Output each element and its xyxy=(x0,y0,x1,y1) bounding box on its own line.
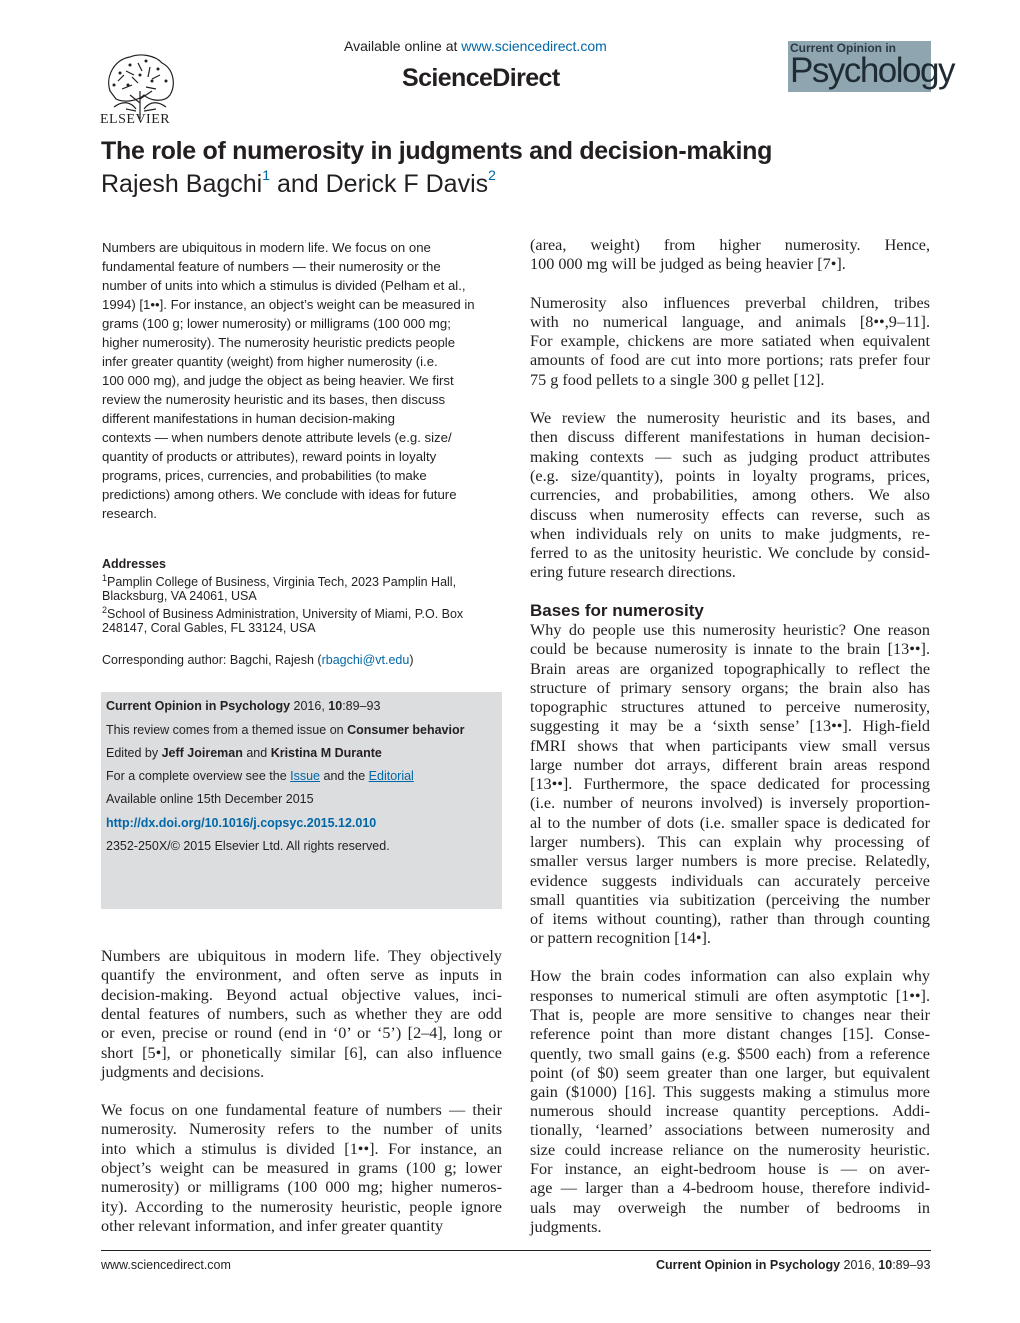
abstract-line: quantity of products or attributes), reward points in loyalty xyxy=(102,449,437,464)
body-text-line: judgments and decisions. xyxy=(101,1063,265,1081)
address-line xyxy=(102,605,463,621)
footer-journal: Current Opinion in Psychology xyxy=(656,1258,841,1272)
body-text-line: dental features of numbers, such as whether they are odd xyxy=(101,1005,502,1023)
abstract-line: higher numerosity). The numerosity heuristic predicts people xyxy=(102,335,456,350)
body-text-line: al to the number of dots (i.e. smaller space is dedicated for xyxy=(530,814,930,832)
body-text-line: point (of $0) seem greater than one larger, but equivalent xyxy=(530,1064,930,1082)
issue-link[interactable]: Issue xyxy=(290,769,321,783)
abstract-line: review the numerosity heuristic and its bases, then discuss xyxy=(102,392,446,407)
available-online xyxy=(344,38,607,54)
body-text-line: (area, weight) from higher numerosity. Hence, xyxy=(530,236,930,254)
corresponding-prefix: Corresponding author: Bagchi, Rajesh ( xyxy=(102,653,322,667)
info-editor-1: Jeff Joireman xyxy=(161,746,243,760)
address-line xyxy=(102,589,257,603)
doi-link[interactable]: http://dx.doi.org/10.1016/j.copsyc.2015.12.010 xyxy=(106,816,377,830)
body-text-line: judgments. xyxy=(530,1218,602,1236)
body-text-line: reference point than more distant changes [15]. Conse- xyxy=(530,1025,930,1043)
body-text-line: (e.g. size/quantity), points in loyalty programs, prices, xyxy=(530,467,930,485)
address-affiliation-number: 1 xyxy=(102,573,108,583)
address-line xyxy=(102,573,456,589)
address-line xyxy=(102,621,316,635)
info-copyright: 2352-250X/© 2015 Elsevier Ltd. All rights reserved. xyxy=(106,839,390,853)
info-journal-name: Current Opinion in Psychology xyxy=(106,699,291,713)
footer-pages: :89–93 xyxy=(892,1258,931,1272)
abstract-line: 1994) [1••]. For instance, an object’s weight can be measured in xyxy=(102,297,475,312)
publisher-name: ELSEVIER xyxy=(100,112,171,127)
body-text-line: or pattern recognition [14•]. xyxy=(530,929,711,947)
body-text-line: Numbers are ubiquitous in modern life. They objectively xyxy=(101,947,502,965)
body-text-line: when individuals rely on units to make judgments, re- xyxy=(530,525,930,543)
address-text: 248147, Coral Gables, FL 33124, USA xyxy=(102,621,316,635)
info-editors xyxy=(106,746,382,760)
body-text-line: numerosity. Numerosity refers to the number of units xyxy=(101,1120,502,1138)
body-text-line: small quantities via subitization (perceiving the number xyxy=(530,891,930,909)
body-text-line: object’s weight can be measured in grams (100 g; lower xyxy=(101,1159,502,1177)
info-journal-citation xyxy=(106,699,380,713)
abstract-line: contexts — when numbers denote attribute levels (e.g. size/ xyxy=(102,430,452,445)
body-text-line: smaller versus larger numbers is more precise. Relatedly, xyxy=(530,852,930,870)
corresponding-email-link[interactable]: rbagchi@vt.edu xyxy=(321,653,410,667)
platform-name: ScienceDirect xyxy=(402,64,560,92)
abstract-line: research. xyxy=(102,506,157,521)
body-text-line: tionally, ‘learned’ associations between numerosity and xyxy=(530,1121,930,1139)
address-text: Pamplin College of Business, Virginia Tech, 2023 Pamplin Hall, xyxy=(107,575,457,590)
body-text-line: of items without counting), rather than through counting xyxy=(530,910,930,928)
addresses-heading: Addresses xyxy=(102,557,166,571)
sciencedirect-link[interactable]: www.sciencedirect.com xyxy=(461,38,607,54)
body-text-line: numerosity) or milligrams (100 000 mg; higher numeros- xyxy=(101,1178,502,1196)
body-text-line: That is, people are more sensitive to changes near their xyxy=(530,1006,930,1024)
body-text-line: discuss when numerosity effects can reverse, such as xyxy=(530,506,930,524)
journal-logo-small-text: Current Opinion in xyxy=(790,41,896,55)
available-prefix: Available online at xyxy=(344,38,462,54)
info-available-online: Available online 15th December 2015 xyxy=(106,792,314,806)
body-text-line: evidence suggests individuals can accurately perceive xyxy=(530,872,930,890)
footer-citation xyxy=(656,1258,930,1272)
footer-rule xyxy=(101,1250,931,1251)
article-authors xyxy=(101,167,496,199)
body-text-line: Brain areas are organized topographically to reflect the xyxy=(530,660,930,678)
body-text-line: quantify the environment, and often serve as inputs in xyxy=(101,966,502,984)
abstract-line: infer greater quantity (weight) from higher numerosity (i.e. xyxy=(102,354,438,369)
author-1: Rajesh Bagchi xyxy=(101,170,263,198)
footer-volume: 10 xyxy=(878,1258,893,1272)
corresponding-author xyxy=(102,653,414,667)
body-text-line: suggesting it may be a ‘sixth sense’ [13••]. High-field xyxy=(530,717,930,735)
article-title: The role of numerosity in judgments and decision-making xyxy=(101,137,773,165)
info-journal-year: 2016, xyxy=(290,699,329,713)
body-text-line: or even, precise or round (end in ‘0’ or ‘5’) [2–4], long or xyxy=(101,1024,502,1042)
info-editor-2: Kristina M Durante xyxy=(270,746,382,760)
address-text: Blacksburg, VA 24061, USA xyxy=(102,589,257,603)
body-text-line: size could increase reliance on the numerosity heuristic. xyxy=(530,1141,930,1159)
author-1-affiliation[interactable]: 1 xyxy=(262,167,271,183)
body-text-line: quently, two small gains (e.g. $500 each) from a reference xyxy=(530,1045,930,1063)
abstract-line: fundamental feature of numbers — their numerosity or the xyxy=(102,259,441,274)
body-text-line: decision-making. Beyond actual objective values, inci- xyxy=(101,986,502,1004)
abstract-line: Numbers are ubiquitous in modern life. We focus on one xyxy=(102,240,431,255)
footer-website: www.sciencedirect.com xyxy=(101,1258,231,1272)
body-text-line: with no numerical language, and animals [8••,9–11]. xyxy=(530,313,930,331)
info-overview-and: and the xyxy=(320,769,369,783)
info-edited-and: and xyxy=(242,746,271,760)
editorial-link[interactable]: Editorial xyxy=(368,769,414,783)
body-text-line: ity). According to the numerosity heuristic, people ignore xyxy=(101,1198,502,1216)
body-text-line: We focus on one fundamental feature of numbers — their xyxy=(101,1101,502,1119)
journal-logo-big-text: Psychology xyxy=(790,51,954,90)
body-text-line: For instance, an eight-bedroom house is — on aver- xyxy=(530,1160,930,1178)
body-text-line: topographic structures attuned to perceive numerosity, xyxy=(530,698,930,716)
corresponding-suffix: ) xyxy=(409,653,414,667)
abstract-line: different manifestations in human decision-making xyxy=(102,411,395,426)
body-text-line: Why do people use this numerosity heuristic? One reason xyxy=(530,621,930,639)
journal-logo xyxy=(788,41,954,92)
body-text-line: structure of primary sensory organs; the brain also has xyxy=(530,679,930,697)
body-text-line: numerous should increase quantity perceptions. Addi- xyxy=(530,1102,930,1120)
body-text-line: ferred to as the unitosity heuristic. We conclude by consid- xyxy=(530,544,930,562)
info-overview-prefix: For a complete overview see the xyxy=(106,769,291,783)
info-journal-pages: :89–93 xyxy=(342,699,381,713)
section-heading-bases: Bases for numerosity xyxy=(530,601,704,620)
body-text-line: 75 g food pellets to a single 300 g pellet [12]. xyxy=(530,371,825,389)
body-text-line: could be because numerosity is innate to the brain [13••]. xyxy=(530,640,930,658)
body-text-line: larger numbers). This can explain why processing of xyxy=(530,833,930,851)
abstract-line: 100 000 mg), and judge the object as being heavier. We first xyxy=(102,373,454,388)
body-text-line: making contexts — such as judging product attributes xyxy=(530,448,930,466)
body-text-line: responses to numerical stimuli are often asymptotic [1••]. xyxy=(530,987,930,1005)
body-text-line: ering future research directions. xyxy=(530,563,736,581)
address-text: School of Business Administration, University of Miami, P.O. Box xyxy=(107,607,464,622)
body-text-line: How the brain codes information can also explain why xyxy=(530,967,930,985)
body-text-line: We review the numerosity heuristic and its bases, and xyxy=(530,409,930,427)
body-text-line: fMRI shows that when participants view small versus xyxy=(530,737,930,755)
info-themed-issue xyxy=(106,723,464,737)
body-text-line: Numerosity also influences preverbal children, tribes xyxy=(530,294,930,312)
body-text-line: (i.e. number of neurons involved) is inversely proportion- xyxy=(530,794,930,812)
abstract-line: programs, prices, currencies, and probabilities (to make xyxy=(102,468,427,483)
footer-year: 2016, xyxy=(840,1258,879,1272)
info-journal-volume: 10 xyxy=(328,699,343,713)
body-text-line: uals may overweigh the number of bedrooms in xyxy=(530,1199,930,1217)
body-text-line: into which a stimulus is divided [1••]. For instance, an xyxy=(101,1140,502,1158)
info-themed-issue-name: Consumer behavior xyxy=(347,723,465,737)
abstract-line: grams (100 g; lower numerosity) or milligrams (100 000 mg; xyxy=(102,316,451,331)
abstract-line: predictions) among others. We conclude with ideas for future xyxy=(102,487,457,502)
body-text-line: [13••]. Furthermore, the space dedicated for processing xyxy=(530,775,930,793)
author-2-affiliation[interactable]: 2 xyxy=(488,167,496,183)
author-and: and Derick F Davis xyxy=(270,170,489,198)
body-text-line: gain ($1000) [16]. This suggests making a stimulus more xyxy=(530,1083,930,1101)
info-overview xyxy=(106,769,414,783)
body-text-line: currencies, and probabilities, among others. We also xyxy=(530,486,930,504)
info-themed-prefix: This review comes from a themed issue on xyxy=(106,723,348,737)
body-text-line: age — larger than a 4-bedroom house, therefore individ- xyxy=(530,1179,930,1197)
abstract-line: number of units into which a stimulus is divided (Pelham et al., xyxy=(102,278,466,293)
info-edited-prefix: Edited by xyxy=(106,746,162,760)
body-text-line: amounts of food are cut into more portions; rats prefer four xyxy=(530,351,930,369)
body-text-line: short [5•], or phonetically similar [6], can also influence xyxy=(101,1044,502,1062)
body-text-line: 100 000 mg will be judged as being heavier [7•]. xyxy=(530,255,846,273)
body-text-line: large number dot arrays, different brain areas respond xyxy=(530,756,930,774)
body-text-line: then discuss different manifestations in human decision- xyxy=(530,428,930,446)
body-text-line: other relevant information, and infer greater quantity xyxy=(101,1217,444,1235)
body-text-line: For example, chickens are more satiated when equivalent xyxy=(530,332,930,350)
address-affiliation-number: 2 xyxy=(102,605,108,615)
